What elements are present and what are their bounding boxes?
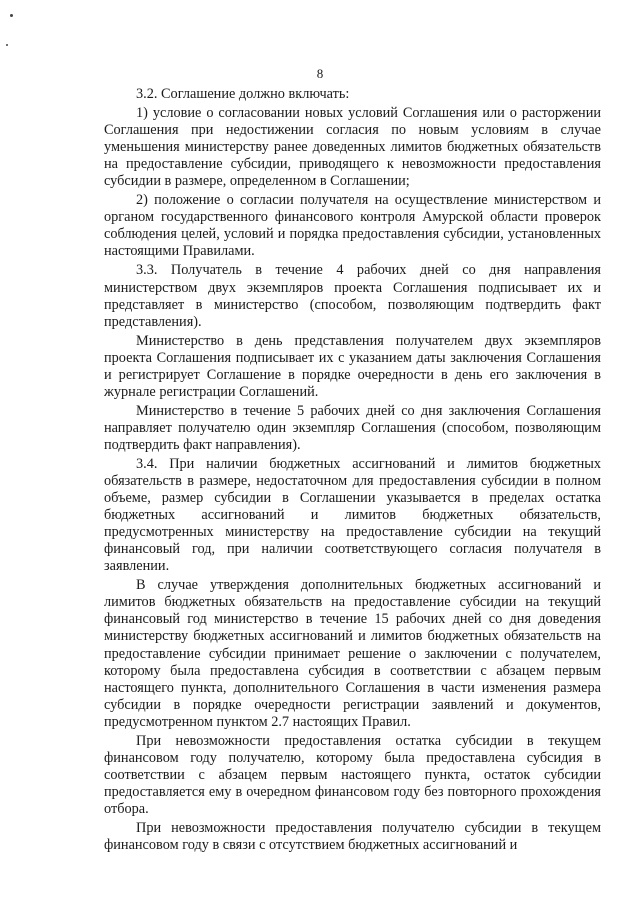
paragraph-3-2-heading: 3.2. Соглашение должно включать: <box>136 86 350 102</box>
paragraph-3-3-signing: Министерство в день представления получателем двух экземпляров проекта Соглашения подписывает их с указанием даты заключения Соглашения и регистрирует Соглашение в порядке очередности в день его заключения в журнале регистрации Соглашений. <box>104 332 601 400</box>
paragraph-3-4-remainder: При невозможности предоставления остатка субсидии в текущем финансовом году получателю, которому была предоставлена субсидия в соответствии с абзацем первым настоящего пункта, остаток субсидии предоставляется ему в очередном финансовом году без повторного прохождения отбора. <box>104 732 601 817</box>
paragraph-3-3-sending: Министерство в течение 5 рабочих дней со дня заключения Соглашения направляет получателю один экземпляр Соглашения (способом, позволяющим подтвердить факт направления). <box>104 402 601 453</box>
scan-speck <box>6 44 8 46</box>
page-number: 8 <box>316 66 324 81</box>
document-body <box>104 86 601 854</box>
paragraph-3-2-item-1: 1) условие о согласовании новых условий Соглашения или о расторжении Соглашения при недостижении согласия по новым условиям в случае уменьшения министерству ранее доведенных лимитов бюджетных обязательств на предоставление субсидии, приводящего к невозможности предоставления субсидии в размере, определенном в Соглашении; <box>104 105 601 190</box>
paragraph-3-2-item-2: 2) положение о согласии получателя на осуществление министерством и органом государственного финансового контроля Амурской области проверок соблюдения целей, условий и порядка предоставления субсидии, установленных настоящими Правилами. <box>104 192 601 260</box>
scan-speck <box>10 14 13 17</box>
paragraph-3-4: 3.4. При наличии бюджетных ассигнований и лимитов бюджетных обязательств в размере, недостаточном для предоставления субсидии в полном объеме, размер субсидии в Соглашении указывается в пределах остатка бюджетных ассигнований и лимитов бюджетных обязательств, предусмотренных министерству на предоставление субсидии на текущий финансовый год, при наличии соответствующего согласия получателя в заявлении. <box>104 455 601 575</box>
paragraph-3-4-impossibility: При невозможности предоставления получателю субсидии в текущем финансовом году в связи с отсутствием бюджетных ассигнований и <box>104 819 601 854</box>
paragraph-3-4-additional: В случае утверждения дополнительных бюджетных ассигнований и лимитов бюджетных обязательств на предоставление субсидии на текущий финансовый год министерство в течение 15 рабочих дней со дня доведения министерству бюджетных ассигнований и лимитов бюджетных обязательств на предоставление субсидии принимает решение о заключении с получателем, которому была предоставлена субсидия в соответствии с абзацем первым настоящего пункта, дополнительного Соглашения в части изменения размера субсидии в порядке очередности регистрации заявлений и документов, предусмотренном пунктом 2.7 настоящих Правил. <box>104 577 601 730</box>
paragraph-3-3: 3.3. Получатель в течение 4 рабочих дней со дня направления министерством двух экземпляров проекта Соглашения подписывает их и представляет в министерство (способом, позволяющим подтвердить факт представления). <box>104 262 601 330</box>
